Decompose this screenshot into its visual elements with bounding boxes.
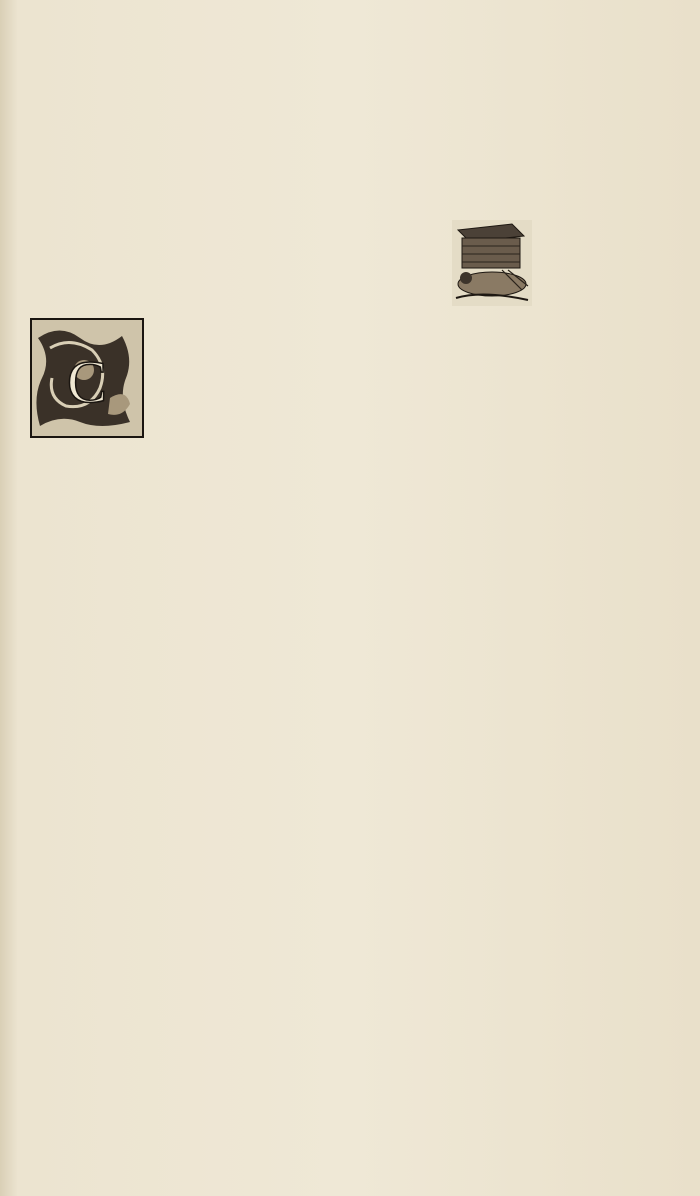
decorated-initial-letter <box>30 318 144 438</box>
mummy-woodcut-illustration <box>452 220 532 306</box>
svg-text:C: C <box>66 349 108 415</box>
